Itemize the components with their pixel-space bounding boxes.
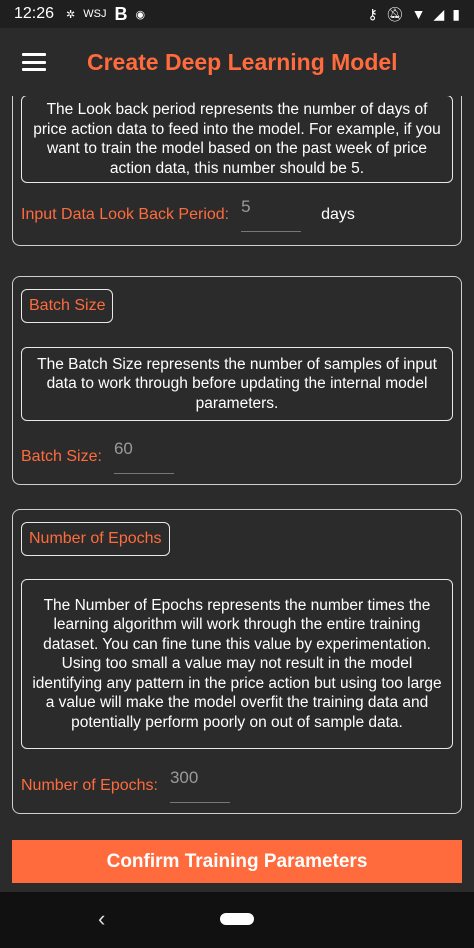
epochs-input[interactable]: 300 — [170, 768, 230, 803]
menu-icon[interactable] — [22, 53, 46, 71]
bold-b-icon: B — [114, 3, 128, 24]
home-pill[interactable] — [220, 913, 254, 925]
mute-icon: 🔕︎ — [385, 5, 404, 22]
epochs-label: Number of Epochs: — [21, 776, 158, 794]
cnbc-icon: ✲ — [66, 8, 76, 21]
cw-icon: ◉ — [135, 8, 146, 21]
lookback-label: Input Data Look Back Period: — [21, 205, 230, 223]
vpn-key-icon: ⚷ — [367, 5, 378, 22]
lookback-field-row — [21, 197, 355, 232]
back-icon[interactable]: ‹ — [98, 906, 106, 931]
batch-field-row — [21, 439, 174, 474]
page-title: Create Deep Learning Model — [87, 48, 398, 75]
epochs-description: The Number of Epochs represents the number times the learning algorithm will work through the entire training dataset. You can fine tune this value by experimentation. Using too small a value may not result in the model identifying any pattern in the price action but using too large a value will make the model overfit the training data and potentially perform poorly on out of sample data. — [21, 579, 453, 749]
lookback-description: The Look back period represents the number of days of price action data to feed into the model. For example, if you want to train the model based on the past week of price action data, this number should be 5. — [21, 96, 453, 183]
settings-scroll-area[interactable] — [0, 96, 474, 892]
batch-chip: Batch Size — [21, 289, 113, 323]
batch-input[interactable]: 60 — [114, 439, 174, 474]
status-bar — [0, 0, 474, 28]
lookback-card — [12, 96, 462, 246]
epochs-field-row — [21, 768, 230, 803]
lookback-input[interactable]: 5 — [241, 197, 301, 232]
lookback-suffix: days — [321, 205, 355, 223]
system-nav-bar — [0, 892, 474, 948]
signal-icon: ◢ — [433, 5, 445, 22]
batch-card — [12, 276, 462, 485]
battery-icon: ▮ — [452, 5, 460, 22]
wsj-icon: WSJ — [83, 8, 107, 20]
confirm-training-button[interactable]: Confirm Training Parameters — [12, 840, 462, 883]
wifi-icon: ▼ — [411, 6, 426, 22]
epochs-chip: Number of Epochs — [21, 522, 170, 556]
batch-label: Batch Size: — [21, 447, 102, 465]
app-bar — [0, 28, 474, 96]
batch-description: The Batch Size represents the number of samples of input data to work through before updating the internal model parameters. — [21, 347, 453, 421]
epochs-card — [12, 509, 462, 814]
status-right-icons — [368, 6, 460, 23]
status-time: 12:26 — [14, 5, 55, 22]
